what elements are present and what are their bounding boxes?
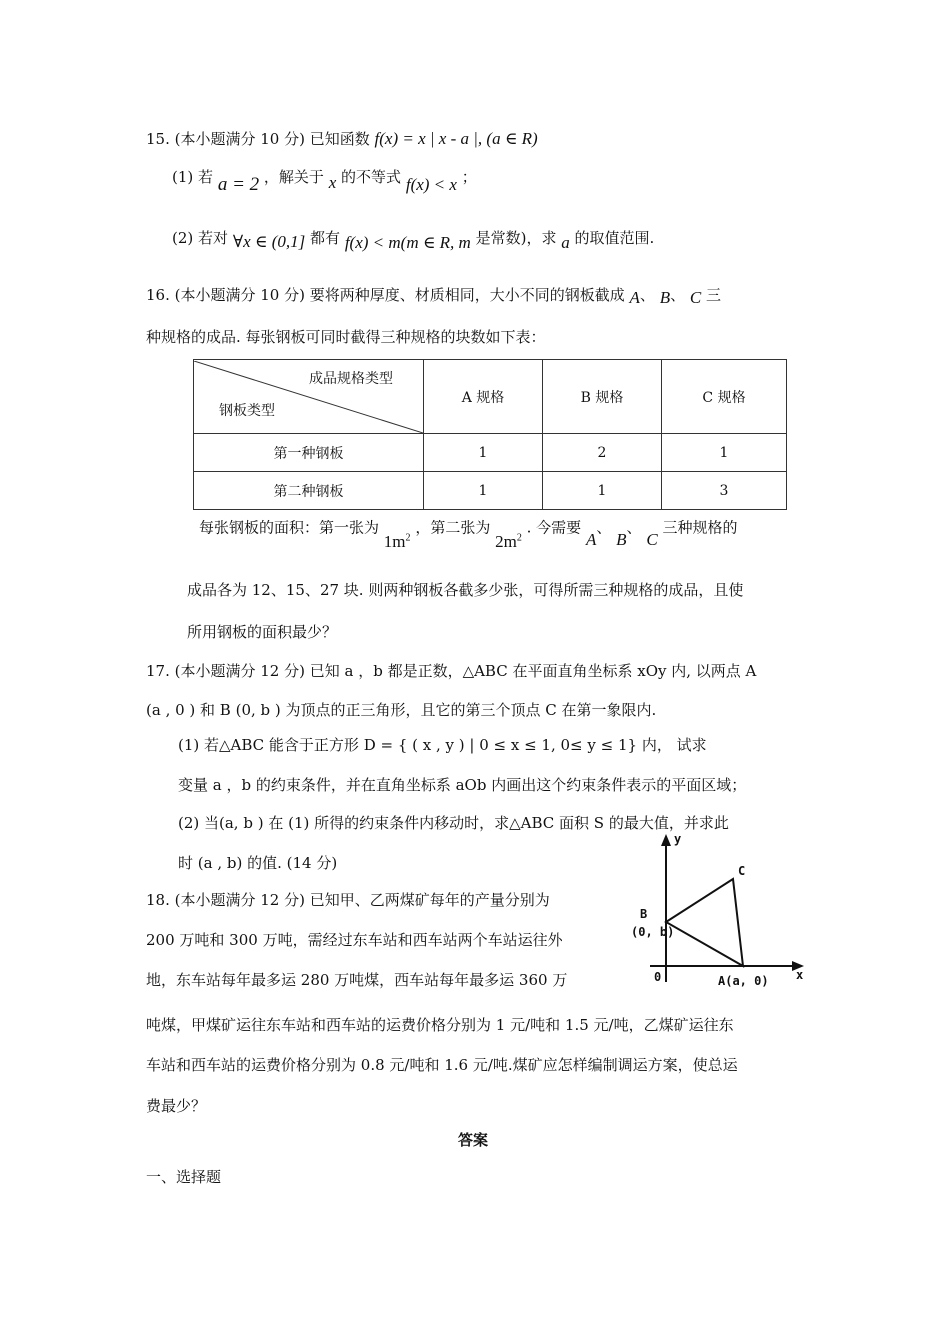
table-row xyxy=(194,434,787,472)
q17-line1: 17. (本小题满分 12 分) 已知 a ，b 都是正数，△ABC 在平面直角坐标系 xOy 内, 以两点 A xyxy=(146,662,757,680)
cell: 2 xyxy=(543,434,662,472)
q17-line3: (1) 若△ABC 能含于正方形 D = { ( x , y ) | 0 ≤ x ≤ 1, 0≤ y ≤ 1} 内， 试求 xyxy=(178,736,707,754)
cell: 3 xyxy=(662,472,787,510)
steel-spec-table xyxy=(193,359,787,510)
q18-line1: 18. (本小题满分 12 分) 已知甲、乙两煤矿每年的产量分别为 xyxy=(146,891,550,909)
q16-line1: 16. (本小题满分 10 分) 要将两种厚度、材质相同，大小不同的钢板截成 A、 B、 C 三 xyxy=(146,286,722,307)
q16-line2: 种规格的成品. 每张钢板可同时截得三种规格的块数如下表： xyxy=(146,328,546,346)
section-choice: 一、选择题 xyxy=(146,1168,222,1186)
point-b-coord: (0, b) xyxy=(631,925,675,939)
q18-line3: 地，东车站每年最多运 280 万吨煤，西车站每年最多运 360 万 xyxy=(146,971,568,989)
q18-line6: 费最少？ xyxy=(146,1097,207,1115)
q16-line5: 所用钢板的面积最少？ xyxy=(187,623,338,641)
q17-line5: (2) 当(a, b ) 在 (1) 所得的约束条件内移动时，求△ABC 面积 S 的最大值，并求此 xyxy=(178,814,729,832)
q16-line4: 成品各为 12、15、27 块. 则两种钢板各截多少张，可得所需三种规格的成品，且使 xyxy=(187,581,744,599)
header-plate-type: 钢板类型 xyxy=(219,402,275,419)
header-spec-type: 成品规格类型 xyxy=(309,370,393,387)
q15-function: f(x) = x | x - a |, (a ∈ R) xyxy=(374,129,538,148)
table-row xyxy=(194,472,787,510)
q18-line2: 200 万吨和 300 万吨，需经过东车站和西车站两个车站运往外 xyxy=(146,931,563,949)
q17-line4: 变量 a ，b 的约束条件，并在直角坐标系 aOb 内画出这个约束条件表示的平面区域； xyxy=(178,776,747,794)
row-name: 第一种钢板 xyxy=(194,434,424,472)
origin-label: 0 xyxy=(654,970,662,984)
table-diagonal-header xyxy=(194,360,424,434)
point-b-label: B xyxy=(640,907,648,921)
triangle-abc xyxy=(666,879,743,966)
cell: 1 xyxy=(662,434,787,472)
q17-line6: 时 (a , b) 的值. (14 分) xyxy=(178,854,338,872)
header-b: B 规格 xyxy=(543,360,662,434)
cell: 1 xyxy=(424,472,543,510)
cell: 1 xyxy=(543,472,662,510)
q16-area-line: 每张钢板的面积：第一张为 $1m^2$ ，第二张为 $2m^2$ . 今需要 A、 B、 C 三种规格的 xyxy=(199,518,738,551)
q17-line2: (a , 0 ) 和 B (0, b ) 为顶点的正三角形，且它的第三个顶点 C 在第一象限内. xyxy=(146,701,657,719)
q18-line4: 吨煤，甲煤矿运往东车站和西车站的运费价格分别为 1 元/吨和 1.5 元/吨，乙煤矿运往东 xyxy=(146,1016,734,1034)
point-c-label: C xyxy=(738,864,746,878)
point-a-label: A(a, 0) xyxy=(718,974,769,988)
cell: 1 xyxy=(424,434,543,472)
row-name: 第二种钢板 xyxy=(194,472,424,510)
y-axis-label: y xyxy=(674,832,682,846)
x-axis-label: x xyxy=(796,968,804,982)
y-axis-arrow xyxy=(661,834,671,846)
header-a: A 规格 xyxy=(424,360,543,434)
q15-part2: (2) 若对 ∀x ∈ (0,1] 都有 f(x) < m(m ∈ R, m 是常数)，求 a 的取值范围. xyxy=(172,229,655,252)
q15-header: 15. (本小题满分 10 分) 已知函数 f(x) = x | x - a |, (a ∈ R) xyxy=(146,129,538,148)
header-c: C 规格 xyxy=(662,360,787,434)
triangle-figure xyxy=(630,832,810,992)
answer-heading: 答案 xyxy=(458,1131,489,1149)
q15-part1: (1) 若 a = 2 ，解关于 x 的不等式 f(x) < x ； xyxy=(172,168,477,195)
q18-line5: 车站和西车站的运费价格分别为 0.8 元/吨和 1.6 元/吨.煤矿应怎样编制调运方案，使总运 xyxy=(146,1056,738,1074)
